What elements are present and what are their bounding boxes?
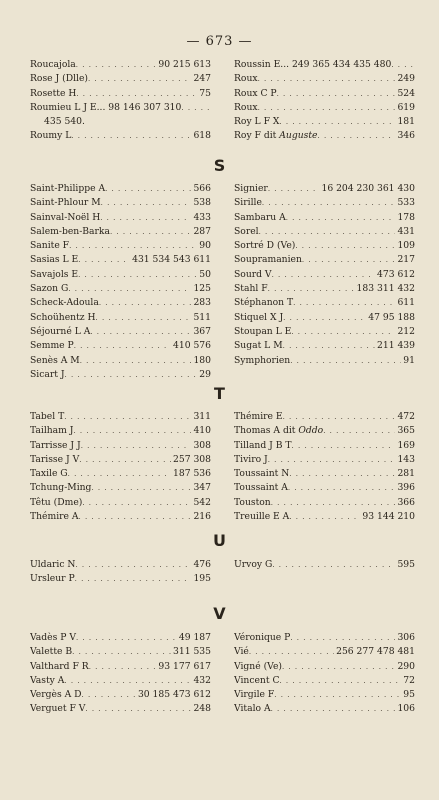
section-letter-t: T [214, 384, 225, 403]
dot-leader [65, 368, 198, 382]
index-entry [234, 129, 415, 143]
dot-leader [279, 674, 401, 688]
dot-leader [75, 572, 192, 586]
index-entry [30, 645, 211, 659]
entry-pages: 49 187 [178, 632, 211, 643]
entry-pages: 367 [193, 325, 211, 337]
entry-pages: 125 [193, 283, 211, 295]
entry-name: Roy F dit Auguste [234, 130, 318, 142]
dot-leader [68, 282, 191, 296]
index-entry [234, 702, 415, 716]
entry-pages: 217 [397, 254, 415, 266]
dot-leader [64, 410, 191, 424]
entry-name: Virgile F [234, 689, 275, 701]
index-entry [30, 467, 211, 481]
index-entry [234, 72, 415, 86]
dot-leader [391, 58, 415, 72]
dot-leader [88, 72, 191, 86]
entry-pages: 432 [193, 674, 211, 686]
entry-name: Vergès A D [30, 689, 82, 701]
entry-name: Roussin E... 249 365 434 435 480 [234, 59, 392, 70]
entry-name: Roumieu L J E... 98 146 307 310 [30, 101, 182, 113]
entry-name: Thomas A dit Oddo [234, 425, 324, 437]
right-column [234, 410, 415, 524]
dot-leader [259, 225, 396, 239]
dot-leader [81, 439, 192, 453]
entry-pages: 106 [397, 703, 415, 715]
index-entry [234, 631, 415, 645]
right-column [234, 631, 415, 717]
index-entry [30, 311, 211, 325]
dot-leader [293, 296, 395, 310]
section-letter-s: S [213, 156, 226, 175]
entry-name: Tiviro J [234, 453, 268, 465]
dot-leader [283, 339, 375, 353]
entry-pages: 247 [193, 73, 211, 85]
entry-name: Tchung-Ming [30, 482, 92, 494]
index-entry [234, 101, 415, 115]
index-entry [30, 572, 211, 586]
right-column [234, 558, 415, 587]
entry-pages: 431 534 543 611 [132, 254, 211, 266]
index-entry [30, 239, 211, 253]
entry-pages: 611 [397, 297, 415, 309]
dot-leader [78, 253, 130, 267]
index-entry [234, 87, 415, 101]
dot-leader [279, 115, 395, 129]
entry-pages: 90 215 613 [158, 59, 211, 70]
entry-name: Tarrisse J J [30, 439, 81, 451]
index-entry [234, 660, 415, 674]
entry-name: Soupramanien [234, 254, 302, 266]
entry-name: Sazon G [30, 283, 69, 295]
entry-name: Sorel [234, 225, 259, 237]
entry-name: Sicart J [30, 368, 65, 380]
entry-pages: 75 [199, 87, 211, 99]
index-entry [234, 481, 415, 495]
entry-alias: Auguste [279, 130, 318, 142]
index-entry [234, 496, 415, 510]
dot-leader [76, 631, 177, 645]
index-entry [234, 196, 415, 210]
entry-name: Tarisse J V [30, 453, 80, 465]
section-v [30, 631, 415, 717]
entry-name: Stoupan L E [234, 325, 292, 337]
entry-pages: 93 144 210 [362, 511, 415, 523]
entry-pages: 180 [193, 354, 211, 366]
left-column [30, 631, 211, 717]
entry-pages: 473 612 [377, 268, 415, 280]
index-entry [30, 87, 211, 101]
entry-pages: 47 95 188 [368, 311, 415, 323]
index-entry [234, 282, 415, 296]
index-entry [30, 496, 211, 510]
index-entry [234, 211, 415, 225]
entry-pages: 16 204 230 361 430 [321, 183, 415, 194]
dot-leader [272, 268, 375, 282]
dot-leader [105, 182, 191, 196]
entry-name: Toussaint A [234, 482, 288, 494]
dot-leader [258, 72, 396, 86]
entry-pages: 476 [193, 559, 211, 570]
dot-leader [79, 453, 171, 467]
index-entry [234, 339, 415, 353]
dot-leader [295, 239, 395, 253]
index-entry [30, 58, 211, 72]
entry-pages: 93 177 617 [158, 660, 211, 672]
entry-name: 435 540. [44, 116, 85, 128]
index-entry [30, 101, 211, 115]
dot-leader [289, 510, 360, 524]
index-entry [234, 467, 415, 481]
entry-name: Urvoy G [234, 559, 273, 570]
entry-name: Têtu (Dme) [30, 496, 83, 508]
dot-leader [80, 354, 192, 368]
entry-pages: 257 308 [173, 453, 211, 465]
entry-pages: 311 [193, 411, 211, 422]
entry-pages: 306 [397, 632, 415, 643]
dot-leader [271, 702, 396, 716]
entry-name: Valthard F R [30, 660, 89, 672]
entry-name: Saint-Phlour M [30, 197, 101, 209]
entry-name: Savajols E [30, 268, 79, 280]
page-number: — 673 — [186, 34, 253, 49]
dot-leader [268, 282, 355, 296]
entry-pages: 178 [397, 211, 415, 223]
index-entry [30, 325, 211, 339]
entry-name: Sanite F [30, 240, 70, 252]
dot-leader [323, 424, 395, 438]
index-entry [234, 688, 415, 702]
dot-leader [91, 481, 191, 495]
entry-name: Signier [234, 183, 268, 194]
left-column [30, 558, 211, 587]
index-entry [30, 631, 211, 645]
index-entry [234, 58, 415, 72]
right-column [234, 58, 415, 144]
index-entry [30, 410, 211, 424]
entry-name: Schoühentz H [30, 311, 96, 323]
entry-pages: 143 [397, 453, 415, 465]
dot-leader [79, 510, 192, 524]
entry-name: Stahl F [234, 283, 268, 295]
dot-leader [262, 196, 396, 210]
index-entry [234, 115, 415, 129]
dot-leader [283, 311, 366, 325]
entry-pages: 248 [193, 703, 211, 715]
dot-leader [100, 211, 191, 225]
dot-leader [68, 467, 171, 481]
entry-pages: 169 [397, 439, 415, 451]
section-letter-u: U [213, 531, 226, 550]
dot-leader [82, 496, 191, 510]
entry-pages: 256 277 478 481 [336, 646, 415, 658]
entry-pages: 511 [193, 311, 211, 323]
dot-leader [75, 558, 191, 572]
entry-name: Scheck-Adoula [30, 297, 99, 309]
entry-name: Roux [234, 101, 258, 113]
index-entry [234, 645, 415, 659]
entry-name: Thémire A [30, 511, 79, 523]
entry-pages: 183 311 432 [356, 283, 415, 295]
entry-pages: 249 [397, 73, 415, 85]
index-entry [30, 268, 211, 282]
dot-leader [258, 101, 396, 115]
dot-leader [76, 58, 157, 72]
dot-leader [99, 296, 192, 310]
entry-name: Salem-ben-Barka [30, 225, 110, 237]
entry-name: Saint-Philippe A [30, 183, 106, 194]
dot-leader [271, 496, 396, 510]
entry-pages: 472 [397, 411, 415, 422]
index-entry [234, 439, 415, 453]
dot-leader [318, 129, 396, 143]
entry-pages: 524 [397, 87, 415, 99]
entry-name: Tilland J B T [234, 439, 292, 451]
entry-pages: 410 [193, 425, 211, 437]
dot-leader [290, 631, 395, 645]
left-column [30, 58, 211, 144]
entry-name: Symphorien [234, 354, 291, 366]
entry-name: Sainval-Noël H [30, 211, 101, 223]
index-entry [30, 481, 211, 495]
entry-pages: 50 [199, 268, 211, 280]
entry-pages: 538 [193, 197, 211, 209]
dot-leader [76, 87, 197, 101]
section-r [30, 58, 415, 144]
index-entry [30, 453, 211, 467]
entry-pages: 410 576 [173, 340, 211, 352]
dot-leader [283, 410, 396, 424]
entry-pages: 195 [193, 573, 211, 585]
entry-name: Semme P [30, 340, 74, 352]
index-entry [30, 339, 211, 353]
index-entry [234, 674, 415, 688]
entry-name: Sourd V [234, 268, 272, 280]
index-entry [30, 115, 211, 129]
index-entry [30, 558, 211, 572]
entry-pages: 187 536 [173, 468, 211, 480]
index-entry [30, 196, 211, 210]
entry-name: Véronique P [234, 632, 291, 643]
entry-pages: 281 [397, 468, 415, 480]
index-entry [234, 424, 415, 438]
index-entry [234, 410, 415, 424]
entry-pages: 533 [397, 197, 415, 209]
entry-name: Touston [234, 496, 271, 508]
entry-name: Taxile G [30, 468, 68, 480]
index-entry [30, 424, 211, 438]
dot-leader [90, 325, 191, 339]
entry-pages: 211 439 [377, 340, 415, 352]
dot-leader [181, 101, 211, 115]
entry-name: Vigné (Ve) [234, 660, 282, 672]
index-entry [234, 253, 415, 267]
index-entry [30, 129, 211, 143]
dot-leader [96, 311, 192, 325]
index-entry [234, 311, 415, 325]
dot-leader [268, 453, 396, 467]
entry-pages: 433 [193, 211, 211, 223]
index-entry [30, 296, 211, 310]
index-entry [30, 225, 211, 239]
entry-name: Ursleur P [30, 573, 75, 585]
index-entry [30, 282, 211, 296]
entry-pages: 95 [403, 689, 415, 701]
index-entry [30, 702, 211, 716]
entry-name: Roucajola [30, 59, 76, 70]
entry-pages: 542 [193, 496, 211, 508]
index-entry [234, 354, 415, 368]
index-entry [30, 182, 211, 196]
dot-leader [101, 196, 192, 210]
entry-name: Roumy L [30, 130, 72, 142]
entry-name: Senès A M [30, 354, 80, 366]
entry-pages: 29 [199, 368, 211, 380]
index-entry [234, 325, 415, 339]
entry-pages: 308 [193, 439, 211, 451]
dot-leader [78, 268, 197, 282]
index-entry [234, 453, 415, 467]
entry-name: Toussaint N [234, 468, 290, 480]
dot-leader [291, 325, 395, 339]
entry-name: Stiquel X J [234, 311, 284, 323]
dot-leader [292, 439, 396, 453]
index-entry [234, 268, 415, 282]
entry-pages: 287 [193, 225, 211, 237]
entry-pages: 365 [397, 425, 415, 437]
dot-leader [110, 225, 191, 239]
dot-leader [286, 211, 396, 225]
dot-leader [249, 645, 334, 659]
entry-name: Vitalo A [234, 703, 271, 715]
index-entry [30, 660, 211, 674]
entry-pages: 619 [397, 101, 415, 113]
dot-leader [268, 182, 320, 196]
section-u [30, 558, 415, 587]
section-s [30, 182, 415, 382]
entry-pages: 311 535 [173, 646, 211, 658]
index-entry [30, 354, 211, 368]
entry-name: Roy L F X [234, 116, 280, 128]
dot-leader [73, 424, 191, 438]
entry-name: Sugat L M [234, 340, 283, 352]
entry-pages: 109 [397, 240, 415, 252]
dot-leader [282, 660, 395, 674]
entry-pages: 566 [193, 183, 211, 194]
index-entry [234, 558, 415, 572]
dot-leader [85, 702, 191, 716]
dot-leader [64, 674, 191, 688]
entry-pages: 347 [193, 482, 211, 494]
entry-pages: 290 [397, 660, 415, 672]
entry-name: Sambaru A [234, 211, 286, 223]
entry-pages: 90 [199, 240, 211, 252]
entry-name: Sasias L E [30, 254, 79, 266]
entry-pages: 212 [397, 325, 415, 337]
entry-name: Rose J (Dlle) [30, 73, 88, 85]
entry-pages: 283 [193, 297, 211, 309]
entry-pages: 595 [397, 559, 415, 570]
section-t [30, 410, 415, 524]
entry-pages: 30 185 473 612 [137, 689, 211, 701]
dot-leader [288, 481, 396, 495]
entry-pages: 431 [397, 225, 415, 237]
dot-leader [289, 467, 395, 481]
entry-name: Tabel T [30, 411, 65, 422]
index-entry [234, 296, 415, 310]
entry-pages: 396 [397, 482, 415, 494]
entry-name: Uldaric N [30, 559, 76, 570]
entry-pages: 346 [397, 130, 415, 142]
index-entry [30, 688, 211, 702]
entry-pages: 366 [397, 496, 415, 508]
entry-pages: 181 [397, 116, 415, 128]
entry-name: Valette B [30, 646, 73, 658]
dot-leader [74, 339, 171, 353]
entry-name: Séjourné L A [30, 325, 91, 337]
index-entry [30, 674, 211, 688]
entry-name: Vasty A [30, 674, 65, 686]
entry-name: Treuille E A [234, 511, 290, 523]
entry-name: Roux [234, 73, 258, 85]
entry-name: Roux C P [234, 87, 277, 99]
entry-name: Vincent C [234, 674, 280, 686]
entry-name: Sortré D (Ve) [234, 240, 296, 252]
entry-pages: 216 [193, 511, 211, 523]
dot-leader [72, 645, 171, 659]
dot-leader [290, 354, 401, 368]
index-entry [30, 510, 211, 524]
entry-pages: 72 [403, 674, 415, 686]
index-entry [30, 253, 211, 267]
entry-name: Verguet F V [30, 703, 86, 715]
index-entry [30, 439, 211, 453]
dot-leader [82, 688, 136, 702]
index-entry [30, 368, 211, 382]
entry-pages: 618 [193, 130, 211, 142]
entry-pages: 91 [403, 354, 415, 366]
entry-name: Sirille [234, 197, 262, 209]
entry-name: Thémire E [234, 411, 283, 422]
left-column [30, 410, 211, 524]
index-entry [30, 211, 211, 225]
entry-name: Stéphanon T [234, 297, 294, 309]
index-entry [234, 182, 415, 196]
index-entry [30, 72, 211, 86]
entry-name: Vadès P V [30, 632, 76, 643]
left-column [30, 182, 211, 382]
entry-name: Tailham J [30, 425, 74, 437]
dot-leader [277, 87, 396, 101]
section-letter-v: V [213, 604, 226, 623]
dot-leader [272, 558, 395, 572]
index-entry [234, 510, 415, 524]
dot-leader [89, 660, 157, 674]
dot-leader [71, 129, 191, 143]
dot-leader [302, 253, 396, 267]
index-entry [234, 239, 415, 253]
index-entry [234, 225, 415, 239]
entry-name: Vié [234, 646, 249, 658]
dot-leader [274, 688, 401, 702]
entry-alias: Oddo [298, 425, 324, 437]
right-column [234, 182, 415, 382]
entry-name: Rosette H [30, 87, 77, 99]
dot-leader [69, 239, 197, 253]
